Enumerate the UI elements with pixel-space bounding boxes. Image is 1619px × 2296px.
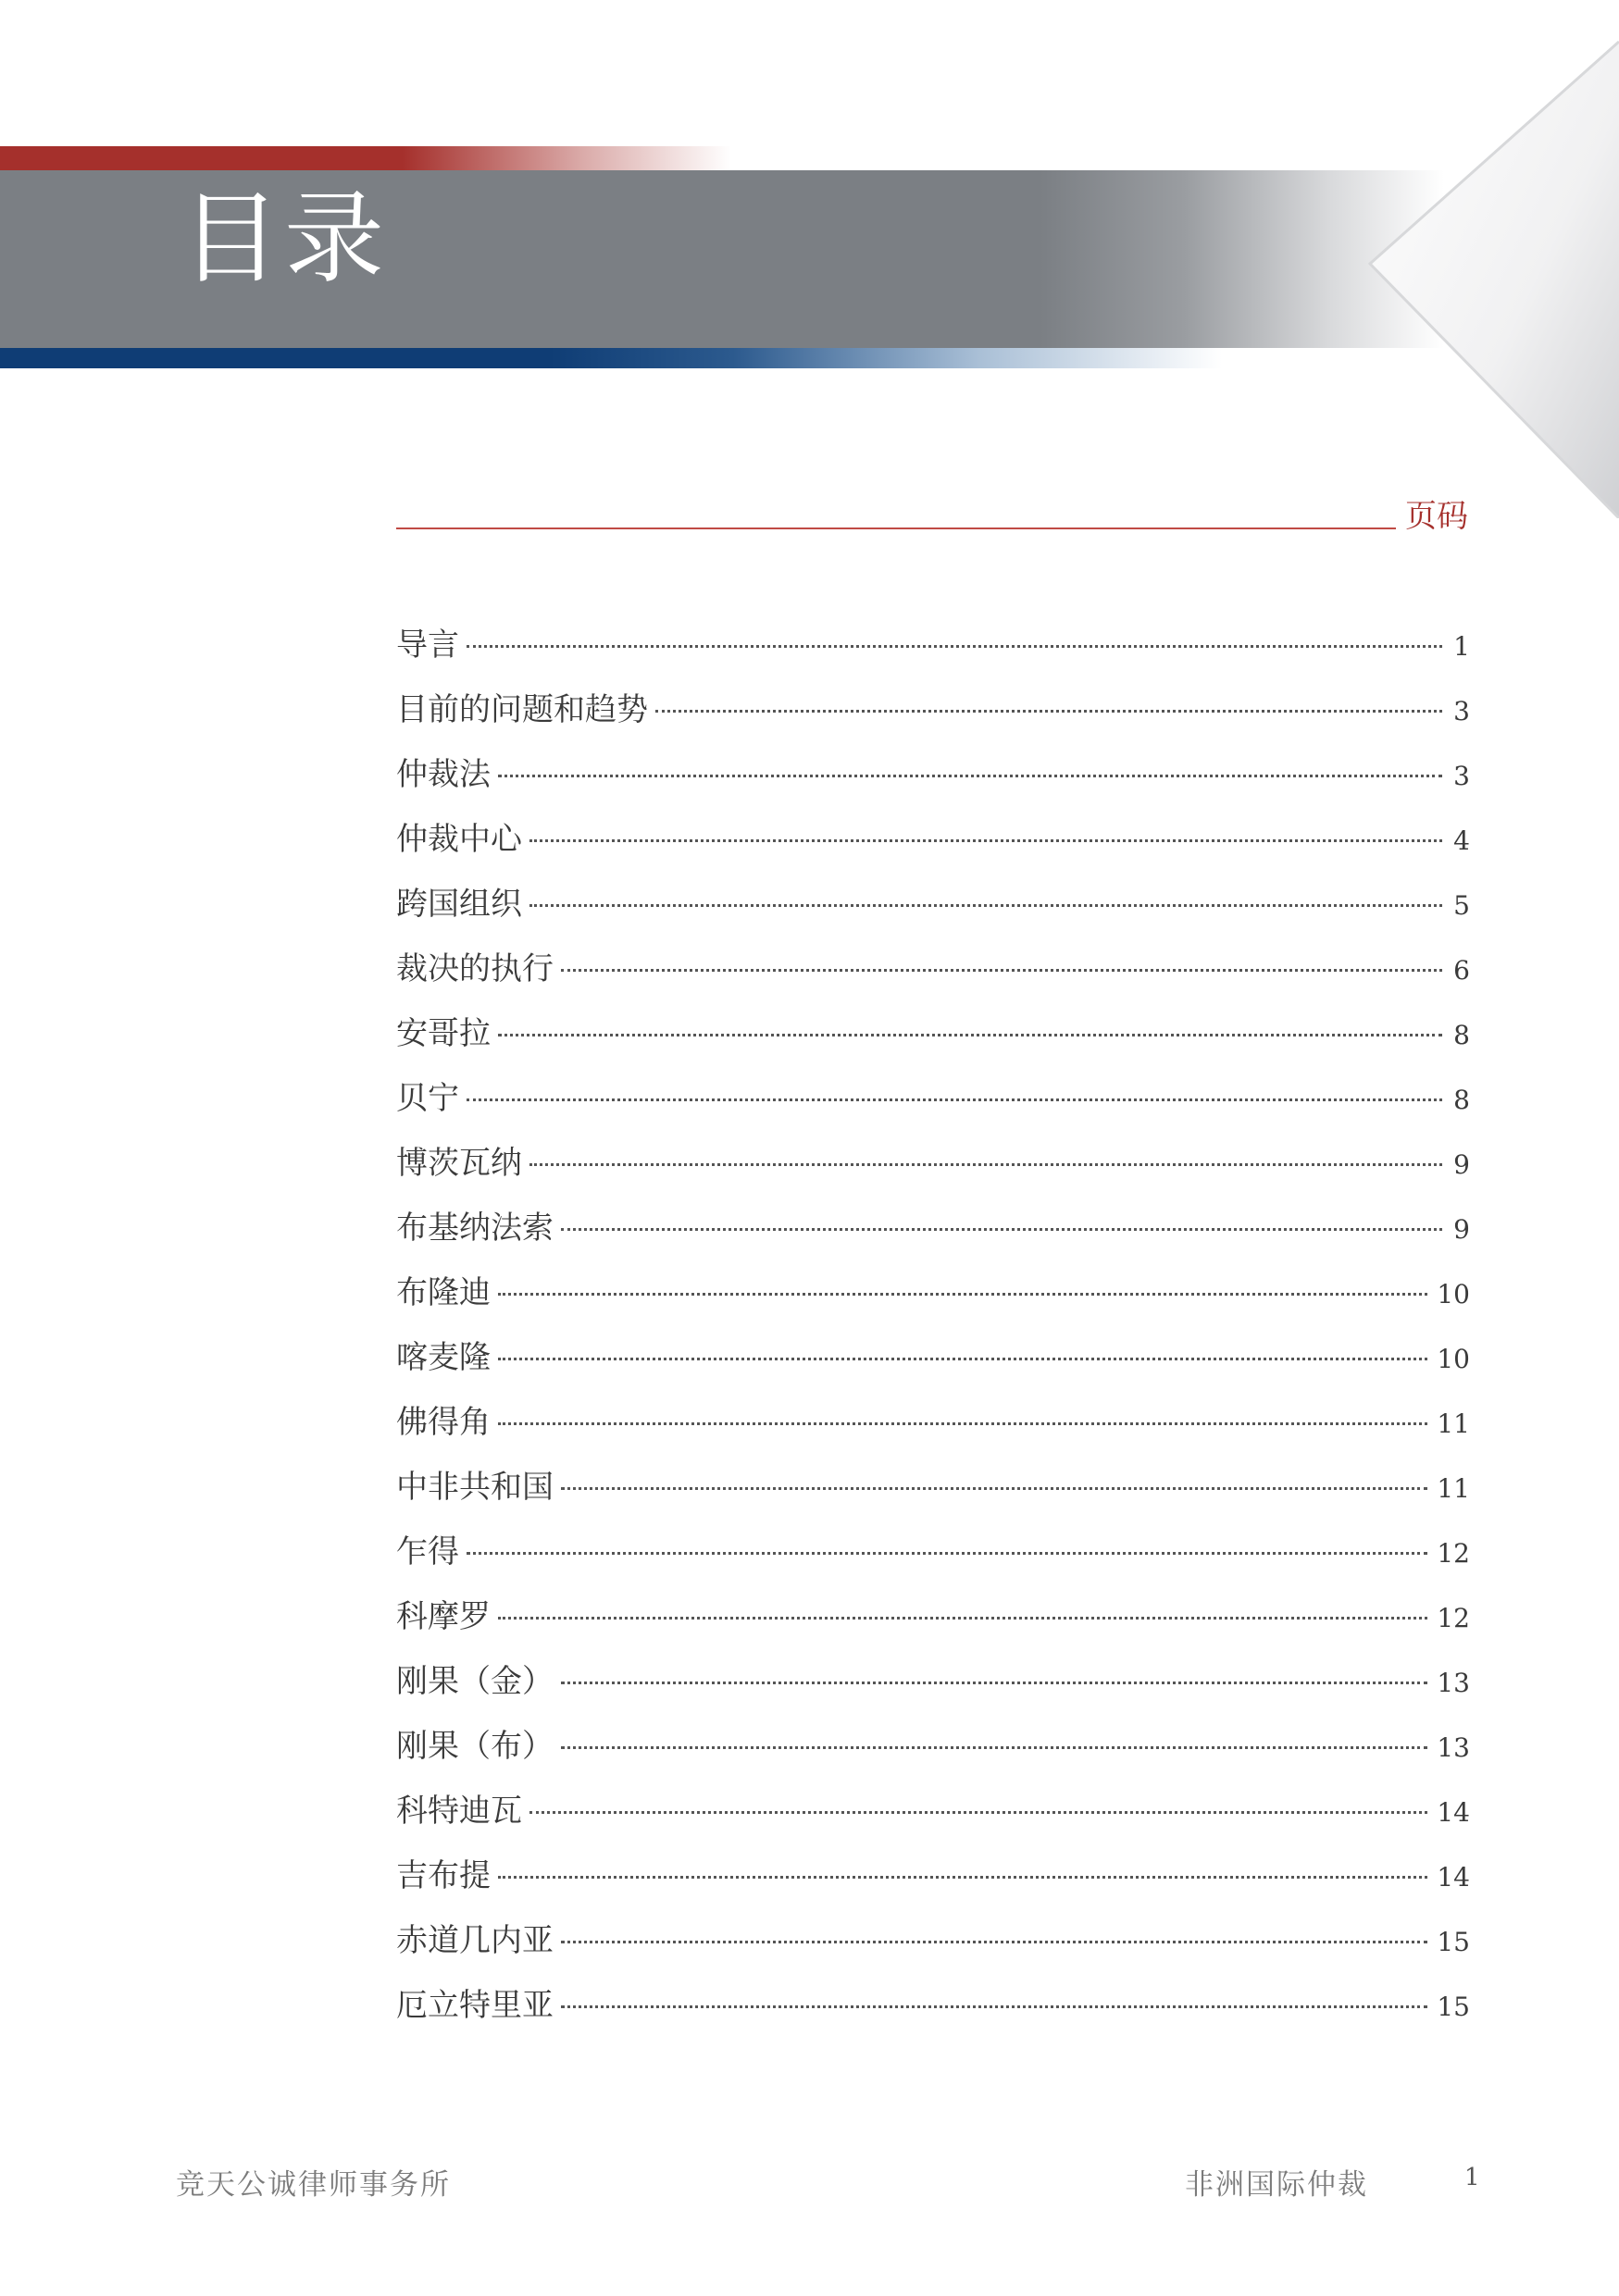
toc-entry-page: 9 [1453, 1149, 1470, 1180]
toc-dot-leader [561, 1228, 1442, 1231]
toc-dot-leader [498, 1358, 1427, 1360]
toc-entry-page: 11 [1437, 1473, 1470, 1504]
toc-entry-label: 喀麦隆 [396, 1339, 491, 1376]
toc-dot-leader [655, 710, 1442, 713]
toc-entry-page: 8 [1453, 1020, 1470, 1050]
toc-entry-label: 导言 [396, 627, 459, 664]
corner-curl-decoration [1333, 0, 1619, 518]
toc-entry-label: 仲裁中心 [396, 821, 522, 858]
toc-entry[interactable] [396, 1920, 1470, 1985]
toc-dot-leader [561, 2005, 1427, 2008]
toc-entry[interactable] [396, 1272, 1470, 1337]
toc-entry[interactable] [396, 1791, 1470, 1855]
toc-dot-leader [498, 1422, 1427, 1425]
toc-entry[interactable] [396, 1532, 1470, 1596]
toc-entry-label: 裁决的执行 [396, 950, 554, 987]
toc-dot-leader [467, 1552, 1427, 1555]
toc-dot-leader [529, 1163, 1442, 1166]
toc-entry-label: 安哥拉 [396, 1015, 491, 1052]
toc-entry-label: 厄立特里亚 [396, 1987, 554, 2024]
footer-page-number: 1 [1464, 2164, 1480, 2191]
toc-entry[interactable] [396, 1337, 1470, 1402]
toc-entry-page: 12 [1437, 1603, 1470, 1633]
toc-entry-page: 11 [1437, 1409, 1470, 1439]
toc-entry-page: 15 [1437, 1992, 1470, 2022]
toc-entry[interactable] [396, 1402, 1470, 1467]
toc-entry[interactable] [396, 1208, 1470, 1272]
toc-entry-page: 13 [1437, 1668, 1470, 1698]
toc-dot-leader [529, 904, 1442, 907]
toc-dot-leader [561, 969, 1442, 972]
toc-entry[interactable] [396, 1467, 1470, 1532]
toc-entry-page: 10 [1437, 1344, 1470, 1374]
page-title: 目录 [181, 181, 389, 297]
toc-entry-label: 仲裁法 [396, 756, 491, 793]
toc-entry[interactable] [396, 1078, 1470, 1143]
toc-entry[interactable] [396, 949, 1470, 1013]
toc-entry[interactable] [396, 1013, 1470, 1078]
toc-dot-leader [529, 1811, 1427, 1814]
toc-dot-leader [498, 1034, 1442, 1036]
header-blue-stripe [0, 348, 1222, 368]
toc-entry-page: 4 [1453, 825, 1470, 856]
toc-entry-page: 6 [1453, 955, 1470, 986]
toc-entry-label: 乍得 [396, 1533, 459, 1570]
toc-entry-label: 佛得角 [396, 1404, 491, 1441]
footer-firm-name: 竞天公诚律师事务所 [176, 2168, 451, 2202]
footer-publication-title: 非洲国际仲裁 [1185, 2168, 1368, 2202]
toc-entry[interactable] [396, 1855, 1470, 1920]
toc-entry-label: 赤道几内亚 [396, 1922, 554, 1959]
toc-entry[interactable] [396, 1596, 1470, 1661]
toc-dot-leader [561, 1941, 1427, 1943]
toc-dot-leader [467, 645, 1442, 648]
toc-entry-page: 15 [1437, 1927, 1470, 1957]
table-of-contents [396, 625, 1470, 2050]
toc-entry-page: 14 [1437, 1862, 1470, 1893]
page-column-label: 页码 [1405, 498, 1468, 535]
toc-entry[interactable] [396, 884, 1470, 949]
toc-entry[interactable] [396, 689, 1470, 754]
toc-entry[interactable] [396, 1985, 1470, 2050]
toc-entry-page: 3 [1453, 696, 1470, 726]
toc-dot-leader [498, 1293, 1427, 1296]
toc-entry[interactable] [396, 754, 1470, 819]
toc-entry-label: 吉布提 [396, 1857, 491, 1894]
toc-entry-label: 跨国组织 [396, 886, 522, 923]
toc-entry[interactable] [396, 819, 1470, 884]
toc-entry-label: 布隆迪 [396, 1274, 491, 1311]
toc-entry-label: 布基纳法索 [396, 1210, 554, 1247]
toc-dot-leader [498, 1876, 1427, 1879]
toc-entry-label: 中非共和国 [396, 1469, 554, 1506]
toc-entry-label: 贝宁 [396, 1080, 459, 1117]
toc-dot-leader [561, 1487, 1427, 1490]
toc-entry-page: 1 [1453, 631, 1470, 662]
toc-entry-page: 14 [1437, 1797, 1470, 1828]
toc-dot-leader [498, 1617, 1427, 1620]
toc-dot-leader [467, 1098, 1442, 1101]
toc-entry[interactable] [396, 1143, 1470, 1208]
toc-entry-label: 科特迪瓦 [396, 1793, 522, 1830]
toc-dot-leader [529, 839, 1442, 842]
toc-dot-leader [498, 775, 1442, 777]
toc-entry-label: 刚果（布） [396, 1728, 554, 1765]
toc-entry-label: 刚果（金） [396, 1663, 554, 1700]
toc-entry[interactable] [396, 1661, 1470, 1726]
toc-entry-label: 博茨瓦纳 [396, 1145, 522, 1182]
toc-entry-page: 12 [1437, 1538, 1470, 1569]
toc-entry-label: 目前的问题和趋势 [396, 691, 648, 728]
toc-entry-page: 9 [1453, 1214, 1470, 1245]
toc-dot-leader [561, 1746, 1427, 1749]
toc-entry[interactable] [396, 1726, 1470, 1791]
toc-entry-page: 5 [1453, 890, 1470, 921]
header-red-stripe [0, 146, 731, 170]
toc-entry-label: 科摩罗 [396, 1598, 491, 1635]
divider-rule [396, 527, 1396, 529]
toc-dot-leader [561, 1682, 1427, 1684]
toc-entry-page: 3 [1453, 761, 1470, 791]
toc-entry-page: 8 [1453, 1085, 1470, 1115]
toc-entry-page: 10 [1437, 1279, 1470, 1309]
toc-entry-page: 13 [1437, 1732, 1470, 1763]
toc-entry[interactable] [396, 625, 1470, 689]
